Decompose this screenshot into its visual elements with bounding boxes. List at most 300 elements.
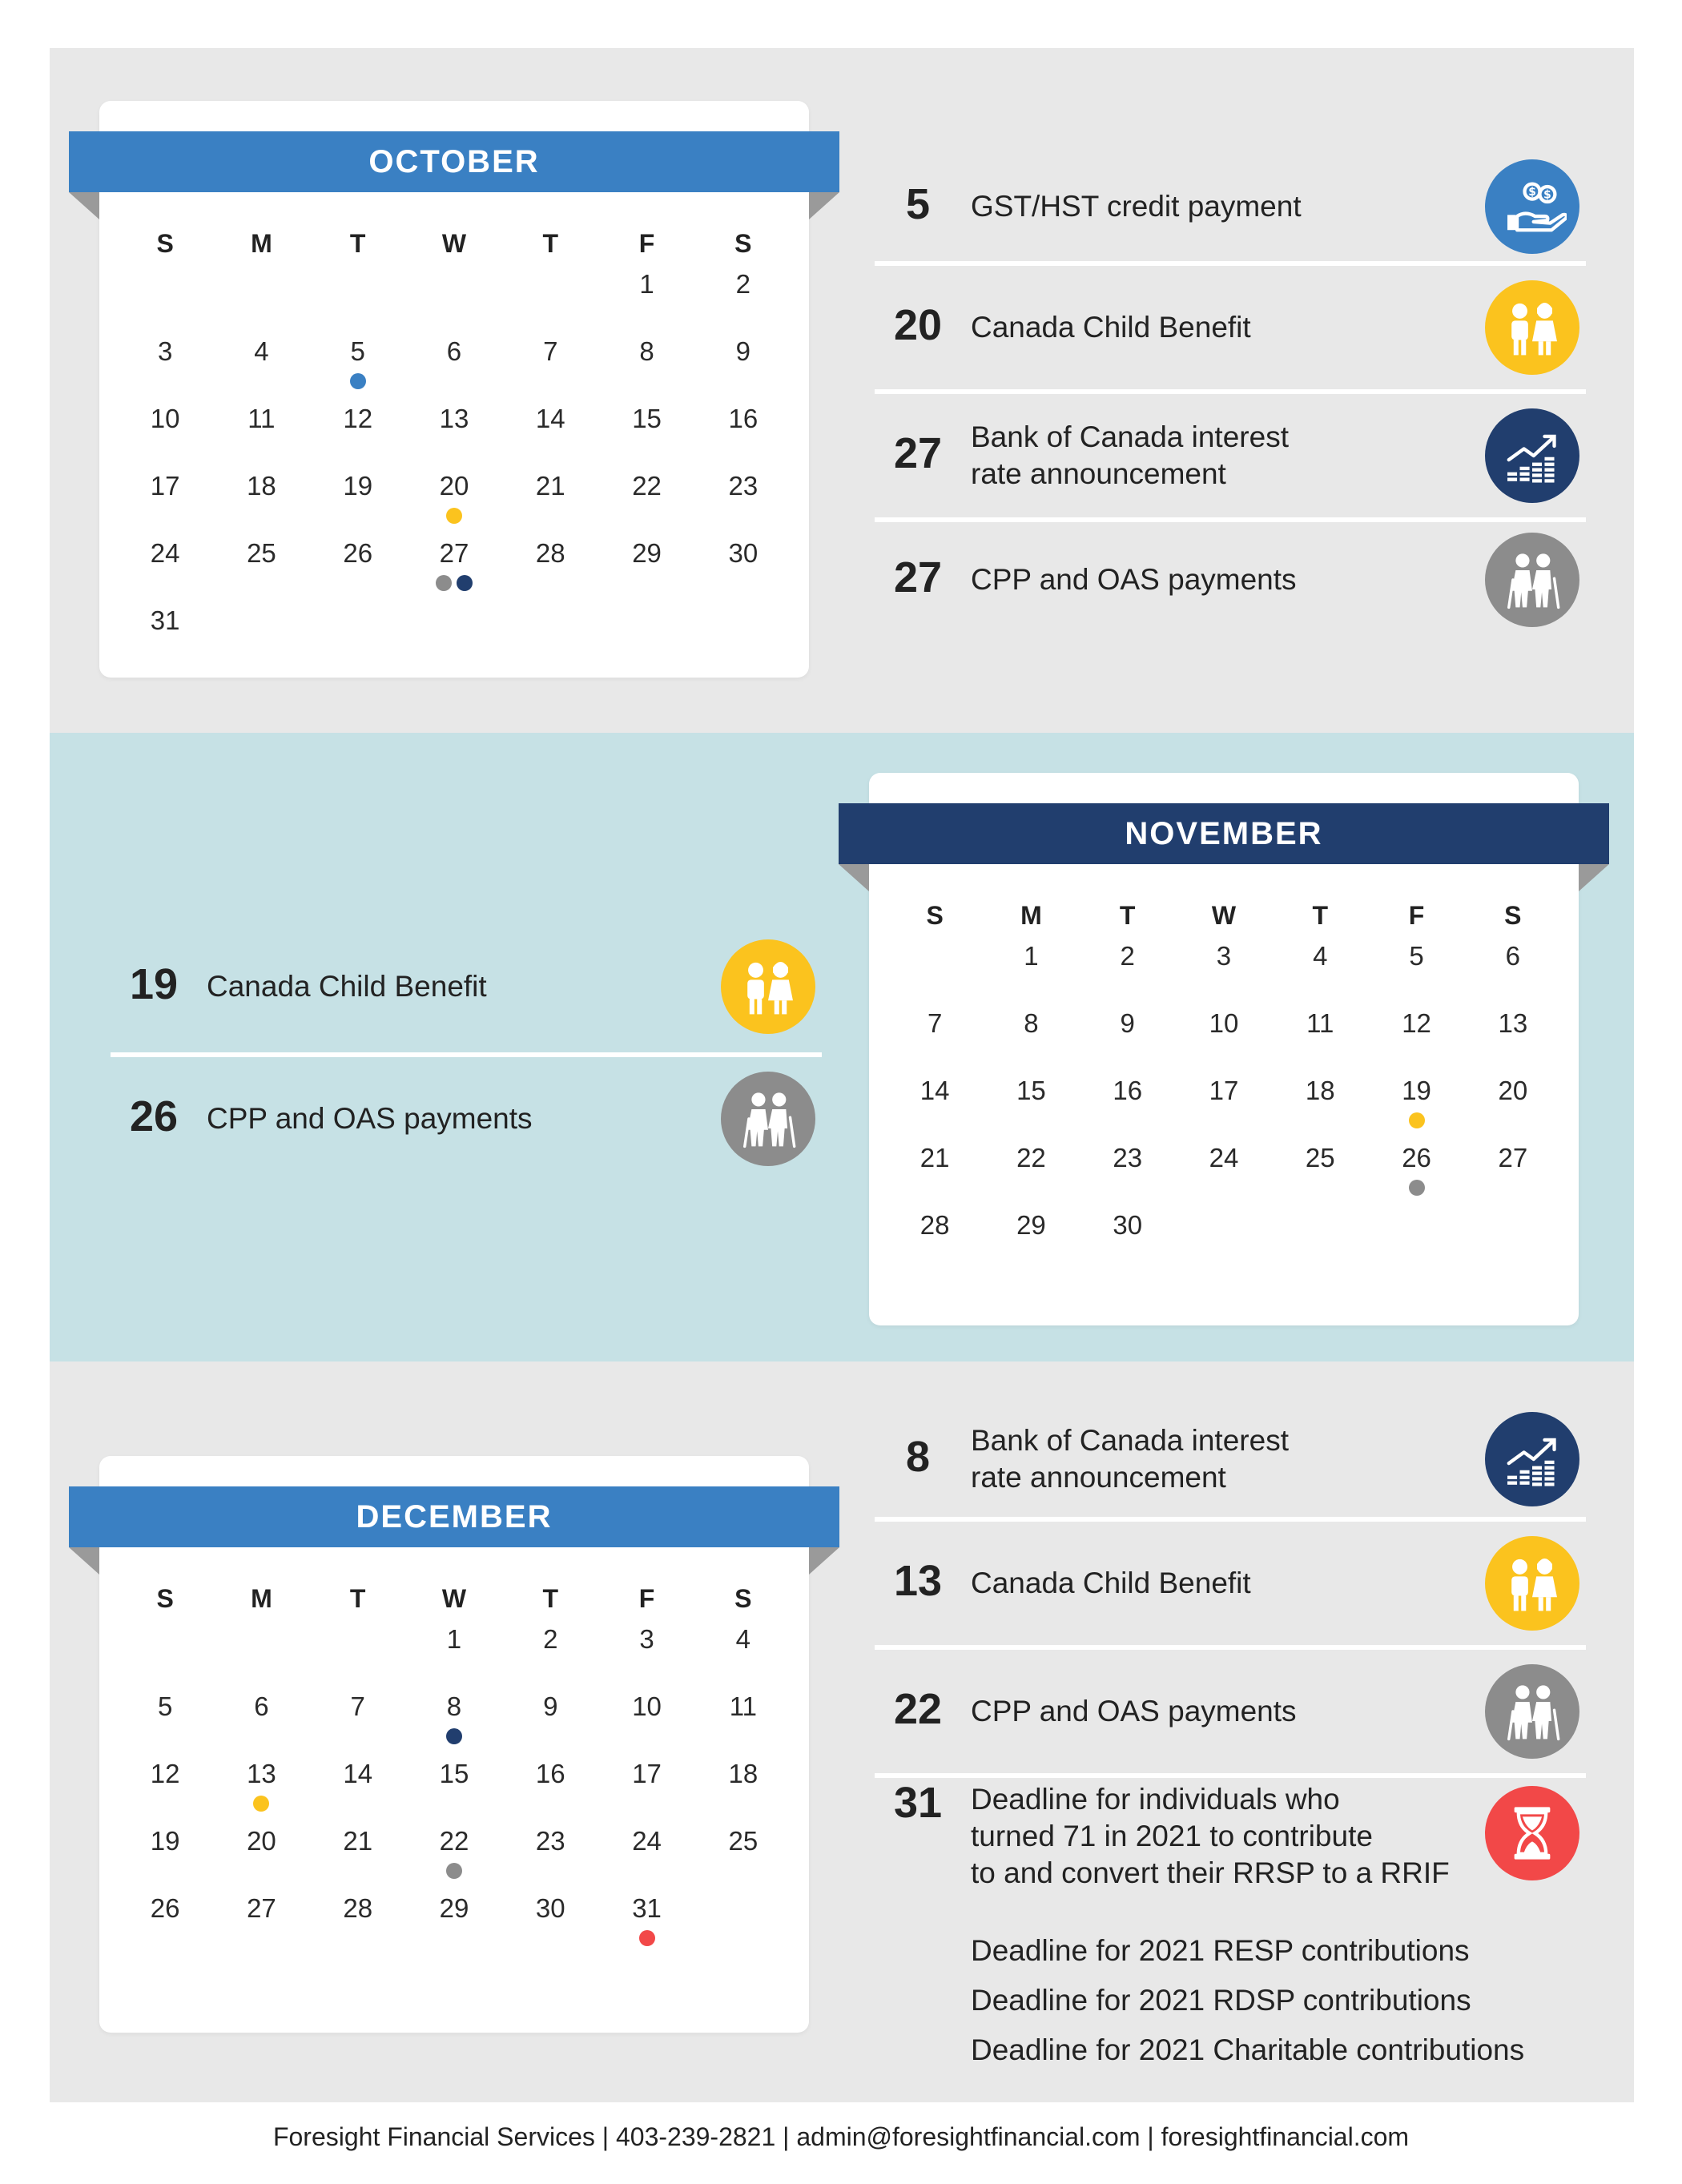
day-number: 30: [535, 1893, 565, 1923]
day-number: 14: [919, 1076, 950, 1105]
calendar-day: [887, 1068, 983, 1135]
day-number: 4: [735, 1624, 751, 1654]
weekday-label: T: [542, 229, 559, 258]
calendar-day: [117, 1751, 213, 1818]
event-day: 20: [893, 301, 943, 349]
day-number: 22: [439, 1826, 469, 1856]
calendar-day: [695, 1616, 791, 1683]
event-item: [111, 921, 822, 1057]
day-number: 26: [150, 1893, 180, 1923]
october-day-grid: [117, 261, 791, 665]
seniors-icon: [1485, 1664, 1579, 1759]
day-number: 26: [343, 538, 373, 568]
december-calendar-card: [99, 1456, 809, 2033]
calendar-day: [502, 1818, 598, 1885]
event-day: 31: [893, 1779, 943, 1827]
day-number: 15: [439, 1759, 469, 1788]
event-dots: [1368, 1112, 1464, 1128]
day-number: 31: [150, 605, 180, 635]
day-number: 26: [1402, 1143, 1431, 1172]
event-description: [971, 1693, 1297, 1730]
seniors-icon: [1485, 533, 1579, 627]
event-dot-gray: [1409, 1180, 1425, 1196]
calendar-day: [502, 396, 598, 463]
calendar-day: [213, 463, 309, 530]
event-description: [971, 1422, 1289, 1496]
day-number: 6: [446, 336, 462, 366]
day-number: 31: [632, 1893, 662, 1923]
children-icon: [1485, 1536, 1579, 1631]
day-number: 16: [728, 404, 759, 433]
event-description: [207, 1100, 533, 1137]
calendar-empty-cell: [310, 261, 406, 328]
calendar-day: [213, 1683, 309, 1751]
weekday-label: W: [441, 229, 467, 258]
day-number: 18: [1305, 1076, 1335, 1105]
calendar-day: [310, 1885, 406, 1953]
weekday-label: W: [1211, 901, 1237, 930]
calendar-day: [406, 1616, 502, 1683]
event-day: 19: [129, 960, 179, 1008]
weekday-label: F: [638, 229, 655, 258]
event-text-line: Bank of Canada interest: [971, 420, 1289, 453]
calendar-day: [1272, 1135, 1368, 1202]
event-text-line: to and convert their RRSP to a RRIF: [971, 1856, 1450, 1889]
calendar-day: [1176, 1135, 1272, 1202]
day-number: 3: [157, 336, 173, 366]
event-dot-yellow: [253, 1796, 269, 1812]
calendar-day: [502, 328, 598, 396]
calendar-day: [983, 933, 1079, 1000]
day-number: 19: [343, 471, 373, 501]
december-day-grid: [117, 1616, 791, 1953]
deadline-line: Deadline for 2021 Charitable contributions: [971, 2033, 1525, 2066]
weekday-label: S: [926, 901, 944, 930]
weekday-label: W: [441, 1584, 467, 1613]
event-item: [875, 1522, 1586, 1650]
event-text-line: GST/HST credit payment: [971, 190, 1302, 223]
day-number: 21: [919, 1143, 950, 1172]
event-description: [971, 188, 1302, 225]
november-weekday-header: [887, 901, 1561, 933]
calendar-day: [117, 328, 213, 396]
calendar-day: [887, 1202, 983, 1269]
weekday-label: S: [156, 1584, 174, 1613]
calendar-day: [1272, 1000, 1368, 1068]
calendar-day: [502, 1683, 598, 1751]
calendar-day: [1080, 1135, 1176, 1202]
weekday-label: T: [542, 1584, 559, 1613]
day-number: 12: [1402, 1008, 1431, 1038]
calendar-day: [1465, 1068, 1561, 1135]
event-dots: [406, 575, 502, 591]
calendar-day: [1465, 933, 1561, 1000]
calendar-day: [310, 463, 406, 530]
calendar-day: [598, 1751, 694, 1818]
event-day: 27: [893, 553, 943, 601]
event-item: [875, 266, 1586, 394]
day-number: 23: [728, 471, 759, 501]
day-number: 9: [543, 1691, 558, 1721]
day-number: 14: [343, 1759, 373, 1788]
calendar-day: [406, 530, 502, 597]
calendar-day: [695, 530, 791, 597]
december-extra-deadlines: [971, 1926, 1652, 2075]
day-number: 12: [150, 1759, 180, 1788]
event-dot-gray: [446, 1863, 462, 1879]
event-dots: [598, 1930, 694, 1946]
weekday-label: F: [1408, 901, 1425, 930]
calendar-day: [1080, 1068, 1176, 1135]
calendar-day: [598, 396, 694, 463]
calendar-day: [213, 1885, 309, 1953]
day-number: 24: [1209, 1143, 1239, 1172]
day-number: 30: [1113, 1210, 1143, 1240]
day-number: 17: [632, 1759, 662, 1788]
day-number: 28: [919, 1210, 950, 1240]
weekday-label: T: [1119, 901, 1136, 930]
day-number: 15: [632, 404, 662, 433]
day-number: 21: [343, 1826, 373, 1856]
calendar-day: [695, 328, 791, 396]
calendar-day: [598, 1616, 694, 1683]
day-number: 29: [632, 538, 662, 568]
event-text-line: CPP and OAS payments: [207, 1102, 533, 1135]
calendar-day: [117, 597, 213, 665]
day-number: 9: [1120, 1008, 1135, 1038]
december-title: DECEMBER: [69, 1486, 839, 1547]
day-number: 7: [927, 1008, 943, 1038]
event-item: [875, 1650, 1586, 1778]
calendar-day: [695, 1818, 791, 1885]
november-event-list: [111, 921, 822, 1185]
footer-contact: Foresight Financial Services | 403-239-2821 | admin@foresightfinancial.com | foresightfinancial.com: [272, 2122, 1410, 2151]
svg-text:$: $: [1543, 188, 1551, 202]
day-number: 25: [247, 538, 276, 568]
day-number: 10: [150, 404, 180, 433]
day-number: 8: [446, 1691, 462, 1721]
event-description: [971, 309, 1251, 346]
calendar-day: [502, 463, 598, 530]
event-item: [875, 1402, 1586, 1522]
day-number: 28: [535, 538, 565, 568]
children-icon: [1485, 280, 1579, 375]
calendar-day: [502, 1751, 598, 1818]
calendar-day: [213, 1818, 309, 1885]
december-event-list: [875, 1402, 1586, 1914]
event-text-line: rate announcement: [971, 457, 1226, 490]
event-dot-red: [639, 1930, 655, 1946]
october-weekday-header: [117, 229, 791, 261]
calendar-day: [406, 396, 502, 463]
day-number: 6: [1505, 941, 1521, 971]
event-text-line: Canada Child Benefit: [971, 1567, 1251, 1599]
calendar-day: [310, 1818, 406, 1885]
event-description: [971, 1565, 1251, 1602]
event-text-line: rate announcement: [971, 1461, 1226, 1494]
calendar-day: [1080, 933, 1176, 1000]
calendar-day: [406, 1818, 502, 1885]
calendar-day: [598, 1683, 694, 1751]
event-text-line: Deadline for individuals who: [971, 1783, 1340, 1816]
calendar-day: [406, 1885, 502, 1953]
calendar-day: [1272, 1068, 1368, 1135]
event-day: 22: [893, 1685, 943, 1733]
event-text-line: CPP and OAS payments: [971, 1695, 1297, 1727]
day-number: 9: [735, 336, 751, 366]
weekday-label: S: [1504, 901, 1522, 930]
event-dots: [213, 1796, 309, 1812]
day-number: 19: [1402, 1076, 1431, 1105]
calendar-day: [406, 463, 502, 530]
november-calendar-card: [869, 773, 1579, 1325]
day-number: 10: [1209, 1008, 1239, 1038]
day-number: 6: [254, 1691, 269, 1721]
calendar-day: [598, 328, 694, 396]
calendar-day: [1368, 1135, 1464, 1202]
children-icon: [721, 939, 815, 1034]
weekday-label: S: [734, 229, 752, 258]
calendar-day: [310, 1683, 406, 1751]
day-number: 16: [1113, 1076, 1143, 1105]
day-number: 14: [535, 404, 565, 433]
svg-text:$: $: [1528, 186, 1536, 199]
day-number: 20: [439, 471, 469, 501]
calendar-day: [1176, 1068, 1272, 1135]
day-number: 25: [728, 1826, 759, 1856]
calendar-day: [983, 1000, 1079, 1068]
weekday-label: T: [349, 1584, 366, 1613]
calendar-day: [117, 1683, 213, 1751]
day-number: 24: [632, 1826, 662, 1856]
deadline-line: Deadline for 2021 RESP contributions: [971, 1934, 1470, 1967]
seniors-icon: [721, 1072, 815, 1166]
event-day: 8: [905, 1433, 931, 1481]
day-number: 3: [639, 1624, 654, 1654]
calendar-day: [1465, 1135, 1561, 1202]
event-item: [875, 394, 1586, 522]
day-number: 7: [350, 1691, 365, 1721]
day-number: 5: [157, 1691, 173, 1721]
calendar-day: [695, 1751, 791, 1818]
event-text-line: Canada Child Benefit: [207, 970, 487, 1003]
calendar-day: [310, 1751, 406, 1818]
october-calendar-card: [99, 101, 809, 678]
calendar-day: [1176, 933, 1272, 1000]
day-number: 10: [632, 1691, 662, 1721]
day-number: 20: [1498, 1076, 1528, 1105]
november-day-grid: [887, 933, 1561, 1269]
day-number: 22: [632, 471, 662, 501]
calendar-day: [213, 396, 309, 463]
event-item: [111, 1057, 822, 1185]
weekday-label: T: [1312, 901, 1329, 930]
day-number: 5: [350, 336, 365, 366]
day-number: 25: [1305, 1143, 1335, 1172]
day-number: 4: [254, 336, 269, 366]
day-number: 17: [1209, 1076, 1239, 1105]
event-day: 13: [893, 1557, 943, 1605]
day-number: 19: [150, 1826, 180, 1856]
calendar-day: [310, 328, 406, 396]
calendar-day: [887, 1000, 983, 1068]
event-dots: [406, 508, 502, 524]
day-number: 11: [1306, 1008, 1334, 1038]
event-day: 5: [905, 180, 931, 228]
calendar-day: [310, 396, 406, 463]
calendar-empty-cell: [117, 1616, 213, 1683]
calendar-day: [117, 396, 213, 463]
calendar-day: [983, 1135, 1079, 1202]
weekday-label: T: [349, 229, 366, 258]
calendar-day: [1080, 1000, 1176, 1068]
calendar-day: [117, 1818, 213, 1885]
day-number: 21: [535, 471, 565, 501]
day-number: 8: [639, 336, 654, 366]
event-dots: [310, 373, 406, 389]
event-description: [971, 419, 1289, 493]
weekday-label: S: [156, 229, 174, 258]
event-dot-navy: [457, 575, 473, 591]
day-number: 28: [343, 1893, 373, 1923]
calendar-day: [598, 1818, 694, 1885]
event-item: [875, 1778, 1586, 1914]
event-text-line: turned 71 in 2021 to contribute: [971, 1820, 1373, 1852]
day-number: 5: [1409, 941, 1424, 971]
day-number: 29: [1016, 1210, 1046, 1240]
calendar-empty-cell: [117, 261, 213, 328]
calendar-day: [1368, 1000, 1464, 1068]
calendar-day: [406, 328, 502, 396]
calendar-day: [502, 530, 598, 597]
event-dot-gray: [436, 575, 452, 591]
event-dot-yellow: [446, 508, 462, 524]
day-number: 1: [446, 1624, 462, 1654]
event-item: [875, 522, 1586, 642]
day-number: 29: [439, 1893, 469, 1923]
growth-chart-icon: [1485, 408, 1579, 503]
calendar-day: [695, 396, 791, 463]
calendar-day: [1368, 1068, 1464, 1135]
day-number: 7: [543, 336, 558, 366]
november-title: NOVEMBER: [839, 803, 1609, 864]
calendar-day: [983, 1068, 1079, 1135]
day-number: 23: [535, 1826, 565, 1856]
day-number: 2: [1120, 941, 1135, 971]
day-number: 13: [439, 404, 469, 433]
weekday-label: F: [638, 1584, 655, 1613]
calendar-day: [1368, 933, 1464, 1000]
calendar-day: [598, 530, 694, 597]
event-dot-blue: [350, 373, 366, 389]
calendar-empty-cell: [502, 261, 598, 328]
day-number: 18: [728, 1759, 759, 1788]
event-description: [207, 968, 487, 1005]
day-number: 16: [535, 1759, 565, 1788]
day-number: 30: [728, 538, 759, 568]
day-number: 17: [150, 471, 180, 501]
day-number: 22: [1016, 1143, 1046, 1172]
day-number: 3: [1216, 941, 1232, 971]
day-number: 27: [1498, 1143, 1528, 1172]
calendar-day: [502, 1616, 598, 1683]
calendar-day: [887, 1135, 983, 1202]
event-dots: [406, 1728, 502, 1744]
calendar-empty-cell: [887, 933, 983, 1000]
event-dot-navy: [446, 1728, 462, 1744]
event-dots: [1368, 1180, 1464, 1196]
calendar-day: [213, 530, 309, 597]
day-number: 12: [343, 404, 373, 433]
calendar-empty-cell: [213, 261, 309, 328]
calendar-day: [213, 328, 309, 396]
event-description: [971, 561, 1297, 598]
calendar-day: [598, 463, 694, 530]
day-number: 8: [1024, 1008, 1039, 1038]
day-number: 11: [729, 1691, 757, 1721]
calendar-day: [406, 1751, 502, 1818]
calendar-day: [213, 1751, 309, 1818]
december-weekday-header: [117, 1584, 791, 1616]
event-text-line: CPP and OAS payments: [971, 563, 1297, 596]
weekday-label: S: [734, 1584, 752, 1613]
calendar-empty-cell: [213, 1616, 309, 1683]
calendar-day: [598, 1885, 694, 1953]
calendar-day: [1176, 1000, 1272, 1068]
day-number: 23: [1113, 1143, 1143, 1172]
event-dots: [406, 1863, 502, 1879]
calendar-day: [406, 1683, 502, 1751]
calendar-day: [695, 261, 791, 328]
day-number: 13: [247, 1759, 276, 1788]
day-number: 2: [735, 269, 751, 299]
day-number: 11: [247, 404, 276, 433]
calendar-day: [1272, 933, 1368, 1000]
weekday-label: M: [1020, 901, 1042, 930]
day-number: 24: [150, 538, 180, 568]
day-number: 2: [543, 1624, 558, 1654]
calendar-day: [695, 1683, 791, 1751]
calendar-empty-cell: [406, 261, 502, 328]
event-description: [971, 1781, 1450, 1892]
calendar-day: [598, 261, 694, 328]
day-number: 18: [247, 471, 276, 501]
growth-chart-icon: [1485, 1412, 1579, 1506]
hourglass-icon: [1485, 1786, 1579, 1880]
calendar-day: [502, 1885, 598, 1953]
day-number: 27: [247, 1893, 276, 1923]
calendar-empty-cell: [310, 1616, 406, 1683]
event-item: [875, 152, 1586, 266]
october-event-list: [875, 152, 1586, 642]
event-text-line: Canada Child Benefit: [971, 311, 1251, 344]
calendar-day: [117, 1885, 213, 1953]
calendar-day: [1080, 1202, 1176, 1269]
calendar-day: [117, 530, 213, 597]
calendar-day: [117, 463, 213, 530]
day-number: 13: [1498, 1008, 1528, 1038]
money-hand-icon: [1485, 159, 1579, 254]
event-text-line: Bank of Canada interest: [971, 1424, 1289, 1457]
october-title: OCTOBER: [69, 131, 839, 192]
day-number: 1: [639, 269, 654, 299]
event-dot-yellow: [1409, 1112, 1425, 1128]
day-number: 1: [1024, 941, 1039, 971]
weekday-label: M: [251, 1584, 272, 1613]
event-day: 27: [893, 429, 943, 477]
deadline-line: Deadline for 2021 RDSP contributions: [971, 1984, 1471, 2017]
calendar-day: [310, 530, 406, 597]
